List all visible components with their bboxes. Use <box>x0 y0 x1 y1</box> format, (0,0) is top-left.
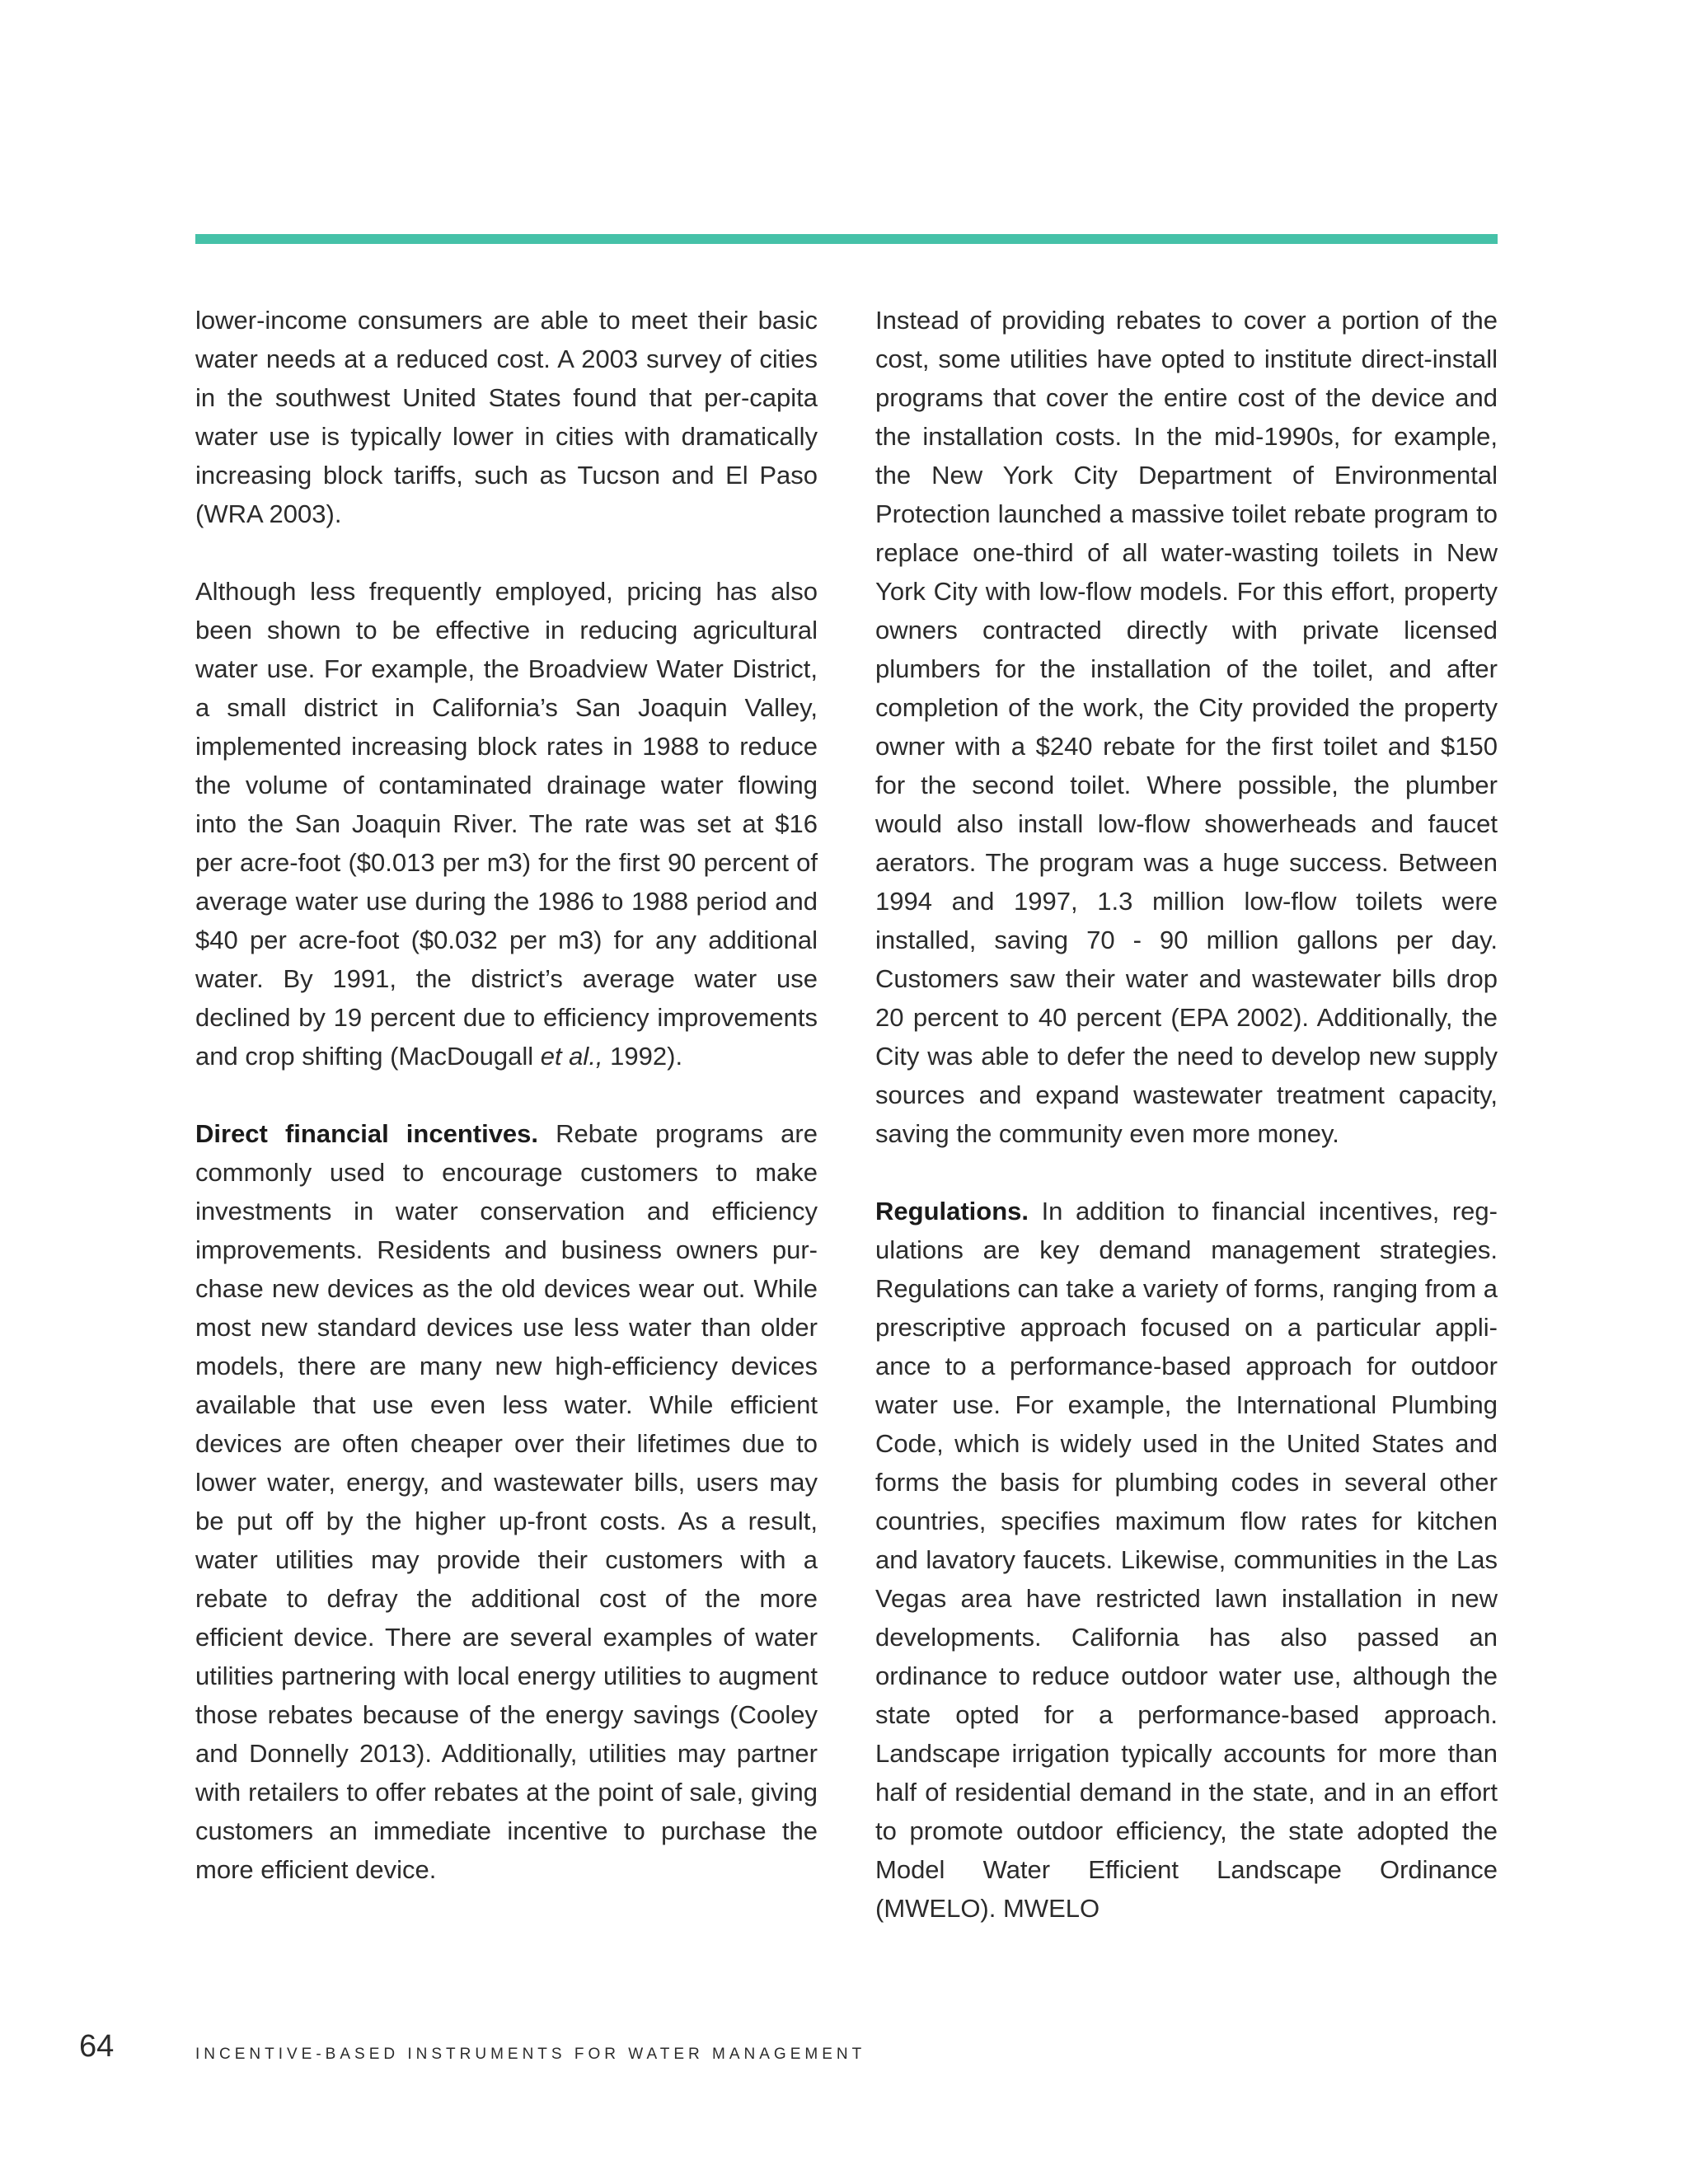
paragraph-text: Although less frequently employed, pricing has also been shown to be effective in reducing agricultural water use. For example, the Broadview Water District, a small district in California’s San Joaquin Valley, implemented increasing block rates in 1988 to reduce the volume of contaminated drainage water flowing into the San Joaquin River. The rate was set at $16 per acre-foot ($0.013 per m3) for the first 90 percent of average water use during the 1986 to 1988 period and $40 per acre-foot ($0.032 per m3) for any additional water. By 1991, the district’s average water use declined by 19 percent due to efficiency improvements and crop shifting (MacDougall <box>195 577 818 1071</box>
running-title: INCENTIVE-BASED INSTRUMENTS FOR WATER MANAGEMENT <box>195 2046 866 2063</box>
paragraph-regulations <box>875 1192 1498 1928</box>
header-rule <box>195 234 1498 244</box>
section-heading-direct-financial-incentives: Direct financial incentives. <box>195 1119 539 1148</box>
left-column <box>195 301 818 1889</box>
paragraph-text: In addition to financial incentives, regulations are key demand management strategies. Regulations can take a variety of forms, ranging from a prescriptive approach focused on a particular appliance to a performance-based approach for outdoor water use. For example, the International Plumbing Code, which is widely used in the United States and forms the basis for plumbing codes in several other countries, specifies maximum flow rates for kitchen and lavatory faucets. Likewise, communities in the Las Vegas area have restricted lawn installation in new developments. California has also passed an ordinance to reduce outdoor water use, although the state opted for a performance-based approach. Landscape irrigation typically accounts for more than half of residential demand in the state, and in an effort to promote outdoor efficiency, the state adopted the Model Water Efficient Landscape Ordinance (MWELO). MWELO <box>875 1197 1498 1923</box>
paragraph-text: 1992). <box>603 1042 683 1071</box>
page-number: 64 <box>79 2029 115 2064</box>
citation-italic: et al., <box>540 1042 603 1071</box>
right-column <box>875 301 1498 1928</box>
paragraph-text: Rebate programs are commonly used to encourage customers to make investments in water conservation and efficiency improvements. Residents and business owners purchase new devices as the old devices wear out. While most new standard devices use less water than older models, there are many new high-efficiency devices available that use even less water. While efficient devices are often cheaper over their lifetimes due to lower water, energy, and wastewater bills, users may be put off by the higher up-front costs. As a result, water utilities may provide their customers with a rebate to defray the additional cost of the more efficient device. There are several examples of water utilities partnering with local energy utilities to augment those rebates because of the energy savings (Cooley and Donnelly 2013). Additionally, utilities may partner with retailers to offer rebates at the point of sale, giving customers an immediate incentive to purchase the more efficient device. <box>195 1119 818 1884</box>
paragraph-direct-financial-incentives <box>195 1114 818 1889</box>
paragraph-block-tariffs: lower-income consumers are able to meet their basic water needs at a reduced cost. A 2003 survey of cities in the southwest United States found that per-capita water use is typically lower in cities with dramatically increasing block tariffs, such as Tucson and El Paso (WRA 2003). <box>195 306 818 528</box>
section-heading-regulations: Regulations. <box>875 1197 1029 1226</box>
paragraph-agricultural-pricing <box>195 572 818 1076</box>
paragraph-direct-install: Instead of providing rebates to cover a portion of the cost, some utilities have opted to institute direct-install programs that cover the entire cost of the device and the installation costs. In the mid-1990s, for example, the New York City Department of Environmental Protection launched a massive toilet rebate program to replace one-third of all water-wasting toilets in New York City with low-flow models. For this effort, property owners contracted directly with private licensed plumbers for the installation of the toilet, and after completion of the work, the City provided the property owner with a $240 rebate for the first toilet and $150 for the second toilet. Where possible, the plumber would also install low-flow showerheads and faucet aerators. The program was a huge success. Between 1994 and 1997, 1.3 million low-flow toilets were installed, saving 70 - 90 million gallons per day. Customers saw their water and wastewater bills drop 20 percent to 40 percent (EPA 2002). Additionally, the City was able to defer the need to develop new supply sources and expand wastewater treatment capacity, saving the community even more money. <box>875 306 1498 1148</box>
